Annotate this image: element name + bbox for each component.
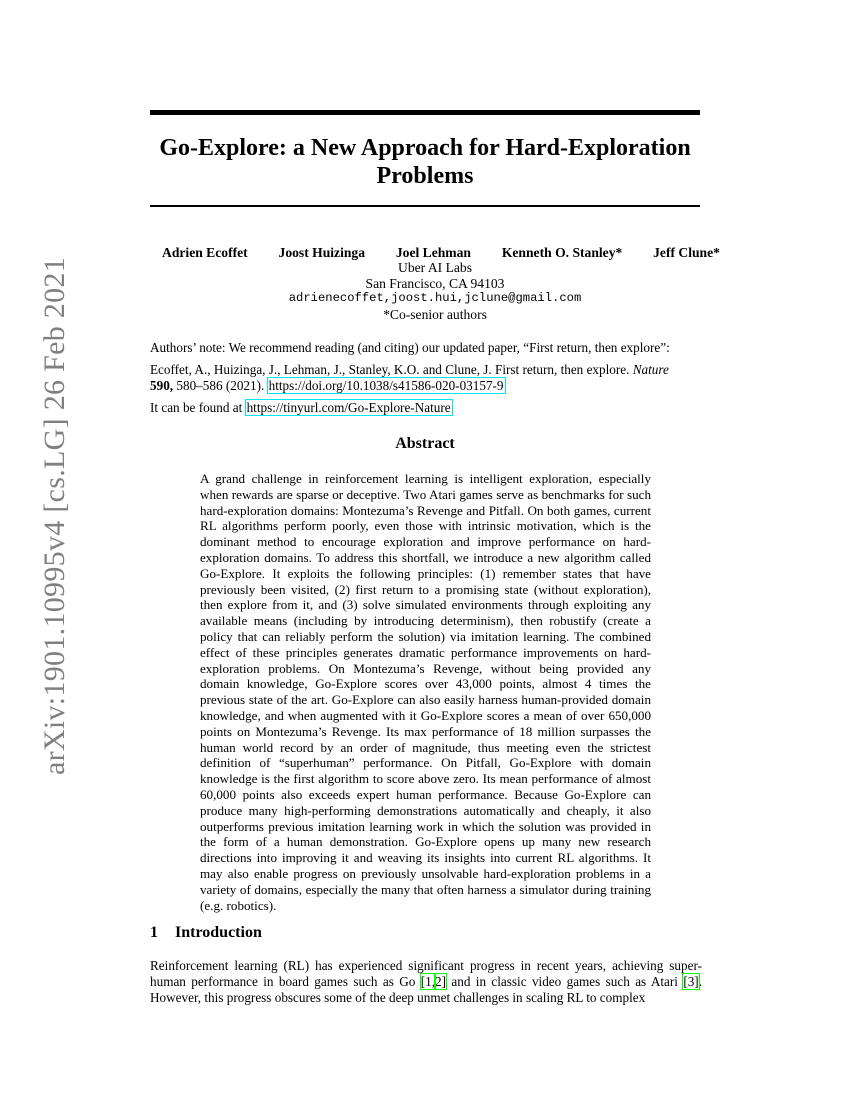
abstract-heading: Abstract <box>395 435 455 452</box>
author-huizinga: Joost Huizinga <box>278 245 366 260</box>
author-list <box>150 245 720 261</box>
title-line-2: Problems <box>376 163 474 189</box>
affiliation-emails: adrienecoffet,joost.hui,jclune@gmail.com <box>288 291 582 305</box>
citation-prefix: Ecoffet, A., Huizinga, J., Lehman, J., Stanley, K.O. and Clune, J. First return, then explore. <box>150 362 633 377</box>
affiliation-org: Uber AI Labs <box>398 260 472 275</box>
citation-volume: 590, <box>150 378 174 393</box>
paper-title <box>150 134 700 190</box>
title-bottom-rule <box>150 205 700 207</box>
tinyurl-link[interactable]: https://tinyurl.com/Go-Explore-Nature <box>246 400 451 415</box>
citation-link-1[interactable]: [1, <box>420 974 436 989</box>
intro-text-2: and in classic video games such as Atari <box>446 974 684 989</box>
author-stanley: Kenneth O. Stanley* <box>501 245 623 260</box>
citation-link-3[interactable]: [3] <box>683 974 699 989</box>
citation-paragraph <box>150 362 702 394</box>
citation-link-2[interactable]: 2] <box>435 974 447 989</box>
intro-text-1: Reinforcement learning (RL) has experienced significant progress in recent years, achieving super-human performance in board games such as Go <box>150 958 702 989</box>
section-heading-introduction <box>150 924 262 942</box>
authors-note: Authors’ note: We recommend reading (and citing) our updated paper, “First return, then explore”: <box>150 340 670 355</box>
affiliation-location: San Francisco, CA 94103 <box>365 275 505 291</box>
author-ecoffet: Adrien Ecoffet <box>162 245 248 260</box>
title-top-rule <box>150 110 700 115</box>
author-lehman: Joel Lehman <box>395 245 471 260</box>
affiliation-block <box>150 260 720 322</box>
introduction-paragraph <box>150 958 702 1006</box>
found-at-paragraph <box>150 400 702 416</box>
abstract-text: A grand challenge in reinforcement learning is intelligent exploration, especially when rewards are sparse or deceptive. Two Atari games serve as benchmarks for such hard-exploration domains: Montezuma’s Revenge and Pitfall. On both games, current RL algorithms perform poorly, even those with intrinsic motivation, which is the dominant method to encourage exploration and improve performance on hard-exploration domains. To address this shortfall, we introduce a new algorithm called Go-Explore. It exploits the following principles: (1) remember states that have previously been visited, (2) first return to a promising state (without exploration), then explore from it, and (3) solve simulated environments through exploiting any available means (including by introducing determinism), then robustify (create a policy that can reliably perform the solution) via imitation learning. The combined effect of these principles generates dramatic performance improvements on hard-exploration problems. On Montezuma’s Revenge, without being provided any domain knowledge, Go-Explore scores over 43,000 points, almost 4 times the previous state of the art. Go-Explore can also easily harness human-provided domain knowledge, and when augmented with it Go-Explore scores a mean of over 650,000 points on Montezuma’s Revenge. Its max performance of 18 million surpasses the human world record by an order of magnitude, thus meeting even the strictest definition of “superhuman” performance. On Pitfall, Go-Explore with domain knowledge is the first algorithm to score above zero. Its mean performance of almost 60,000 points also exceeds expert human performance. Because Go-Explore can produce many high-performing demonstrations automatically and cheaply, it also outperforms previous imitation learning work in which the solution was provided in the form of a human demonstration. Go-Explore opens up many new research directions into improving it and weaving its insights into current RL algorithms. It may also enable progress on previously unsolvable hard-exploration problems in a variety of domains, especially the many that often harness a simulator during training (e.g. robotics). <box>200 471 651 913</box>
section-number: 1 <box>150 924 158 941</box>
doi-link[interactable]: https://doi.org/10.1038/s41586-020-03157-9 <box>268 378 504 393</box>
arxiv-stamp: arXiv:1901.10995v4 [cs.LG] 26 Feb 2021 <box>38 256 71 775</box>
author-clune: Jeff Clune* <box>653 245 720 260</box>
co-senior-note: *Co-senior authors <box>383 306 487 322</box>
title-line-1: Go-Explore: a New Approach for Hard-Exploration <box>159 135 691 161</box>
citation-journal: Nature <box>632 362 669 377</box>
intro-text-3: . However, this progress obscures some of the deep unmet challenges in scaling RL to complex <box>150 974 702 1005</box>
citation-pages: 580–586 (2021). <box>173 378 268 393</box>
found-at-prefix: It can be found at <box>150 400 246 415</box>
section-title: Introduction <box>175 924 262 941</box>
